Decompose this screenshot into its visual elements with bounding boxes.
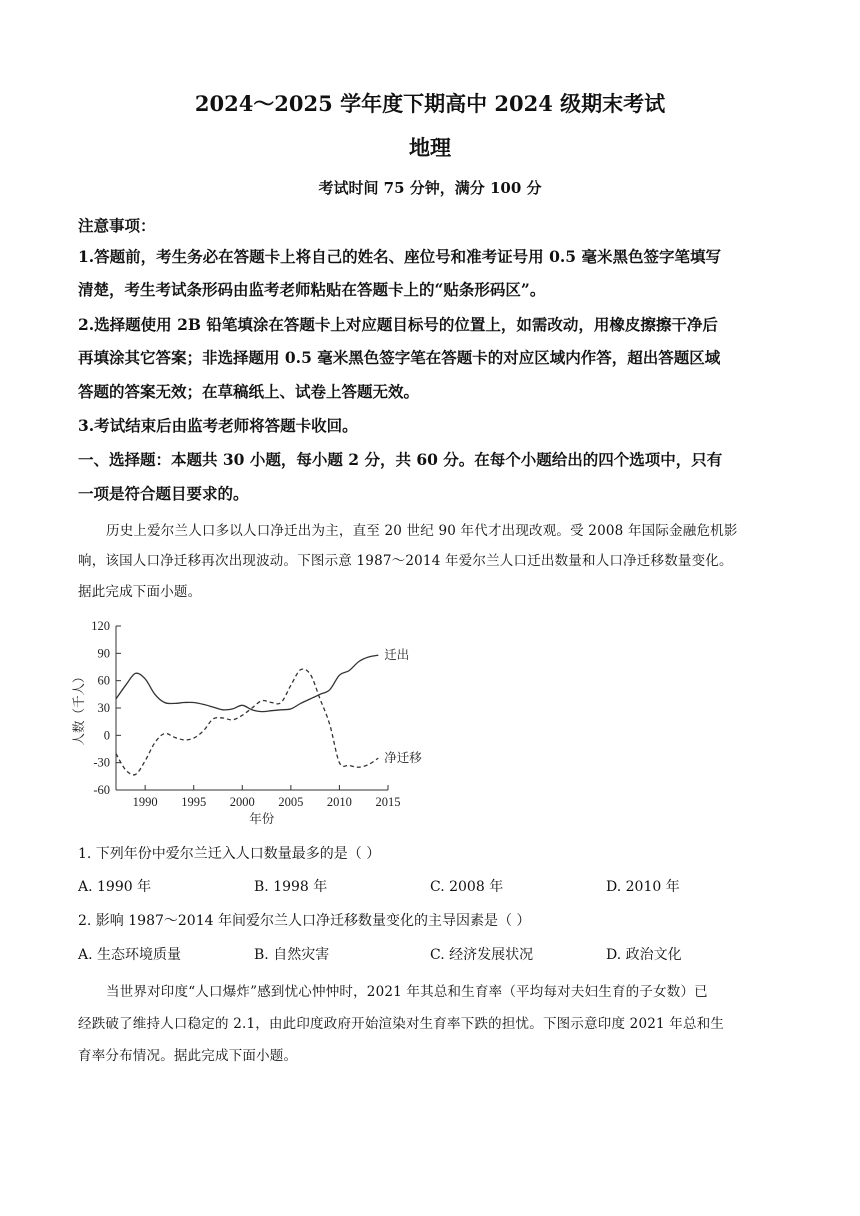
context-line: 据此完成下面小题。 <box>78 584 202 600</box>
y-tick-label: -30 <box>93 755 110 770</box>
y-tick-label: 90 <box>97 646 110 661</box>
question-2-option-a[interactable]: A. 生态环境质量 <box>78 947 182 963</box>
y-tick-label: -60 <box>93 783 110 797</box>
y-tick-label: 60 <box>97 673 110 688</box>
y-axis-title: 人数（千人） <box>72 670 86 746</box>
y-tick-label: 0 <box>103 728 110 743</box>
series-line-emigration <box>116 655 378 711</box>
context-line: 历史上爱尔兰人口多以人口净迁出为主，直至 20 世纪 90 年代才出现改观。受 2008 年国际金融危机影 <box>106 523 738 539</box>
question-1-option-b[interactable]: B. 1998 年 <box>254 879 328 895</box>
context-line: 当世界对印度“人口爆炸”感到忧心忡忡时，2021 年其总和生育率（平均每对夫妇生育的子女数）已 <box>106 984 708 1000</box>
context-line: 经跌破了维持人口稳定的 2.1，由此印度政府开始渲染对生育率下跌的担忧。下图示意印度 2021 年总和生 <box>78 1016 725 1032</box>
notice-heading: 注意事项： <box>78 216 156 235</box>
question-2-option-c[interactable]: C. 经济发展状况 <box>430 947 534 963</box>
x-tick-label: 2000 <box>229 795 255 809</box>
emigration-chart <box>60 612 460 827</box>
notice-line: 再填涂其它答案；非选择题用 0.5 毫米黑色签字笔在答题卡的对应区域内作答，超出答题区域 <box>78 348 721 367</box>
x-tick-label: 1995 <box>181 795 207 809</box>
question-1-option-a[interactable]: A. 1990 年 <box>78 879 152 895</box>
x-axis-title: 年份 <box>249 812 275 826</box>
y-tick-label: 30 <box>97 701 110 715</box>
question-2-option-d[interactable]: D. 政治文化 <box>606 947 682 963</box>
question-1-option-c[interactable]: C. 2008 年 <box>430 879 504 895</box>
question-1-stem: 1. 下列年份中爱尔兰迁入人口数量最多的是（ ） <box>78 846 381 862</box>
x-tick-label: 2015 <box>375 795 401 809</box>
y-tick-label: 120 <box>91 619 110 633</box>
exam-title: 2024～2025 学年度下期高中 2024 级期末考试 <box>194 91 666 116</box>
notice-line: 3.考试结束后由监考老师将答题卡收回。 <box>78 416 358 435</box>
context-line: 响，该国人口净迁移再次出现波动。下图示意 1987～2014 年爱尔兰人口迁出数量和人口净迁移数量变化。 <box>78 553 733 569</box>
section-heading-line: 一、选择题：本题共 30 小题，每小题 2 分，共 60 分。在每个小题给出的四个选项中，只有 <box>78 450 723 469</box>
series-label-emigration: 迁出 <box>384 648 410 663</box>
section-heading-line: 一项是符合题目要求的。 <box>78 484 249 503</box>
notice-line: 清楚，考生考试条形码由监考老师粘贴在答题卡上的“贴条形码区”。 <box>78 280 546 299</box>
chart-series <box>116 655 378 775</box>
notice-line: 2.选择题使用 2B 铅笔填涂在答题卡上对应题目标号的位置上，如需改动，用橡皮擦擦干净后 <box>78 315 718 334</box>
notice-line: 1.答题前，考生务必在答题卡上将自己的姓名、座位号和准考证号用 0.5 毫米黑色签字笔填写 <box>78 247 721 266</box>
series-line-net-migration <box>116 669 378 775</box>
x-tick-label: 2005 <box>278 795 304 809</box>
subject-title: 地理 <box>409 135 451 160</box>
exam-time-info: 考试时间 75 分钟，满分 100 分 <box>318 179 542 197</box>
question-1-option-d[interactable]: D. 2010 年 <box>606 879 680 895</box>
x-tick-label: 1990 <box>132 795 158 809</box>
question-2-stem: 2. 影响 1987～2014 年间爱尔兰人口净迁移数量变化的主导因素是（ ） <box>78 913 531 929</box>
chart-ticks <box>91 619 400 809</box>
question-2-option-b[interactable]: B. 自然灾害 <box>254 947 330 963</box>
series-label-net-migration: 净迁移 <box>384 751 422 766</box>
context-line: 育率分布情况。据此完成下面小题。 <box>78 1048 298 1064</box>
x-tick-label: 2010 <box>326 795 352 809</box>
notice-line: 答题的答案无效；在草稿纸上、试卷上答题无效。 <box>78 382 420 401</box>
